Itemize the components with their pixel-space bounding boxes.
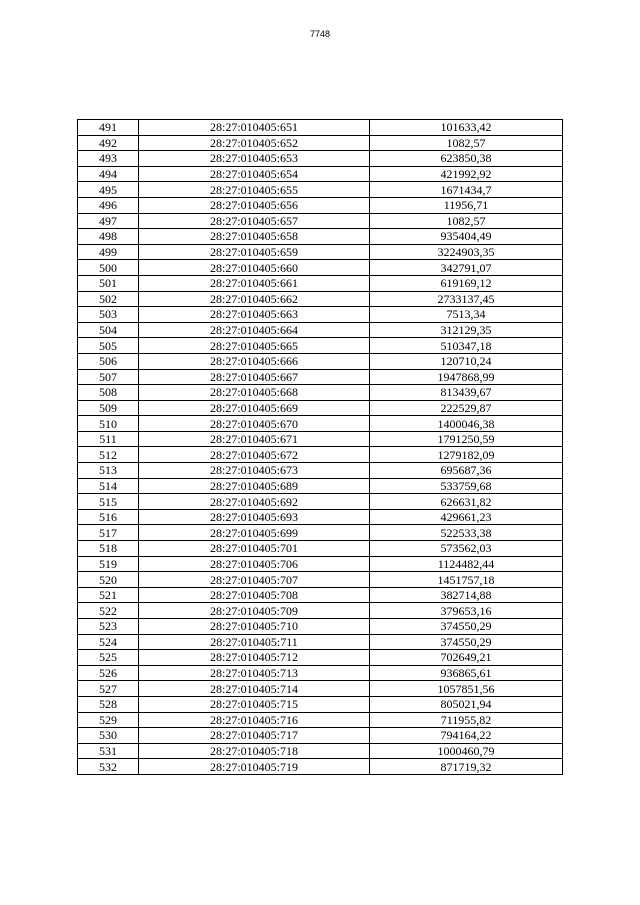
cadastral-number-cell: 28:27:010405:718 xyxy=(139,743,370,759)
value-cell: 1451757,18 xyxy=(370,572,563,588)
cadastral-number-cell: 28:27:010405:717 xyxy=(139,728,370,744)
row-number-cell: 501 xyxy=(78,275,139,291)
row-number-cell: 508 xyxy=(78,385,139,401)
cadastral-number-cell: 28:27:010405:710 xyxy=(139,619,370,635)
cadastral-number-cell: 28:27:010405:660 xyxy=(139,260,370,276)
cadastral-number-cell: 28:27:010405:712 xyxy=(139,650,370,666)
row-number-cell: 506 xyxy=(78,353,139,369)
table-row xyxy=(78,353,563,369)
value-cell: 312129,35 xyxy=(370,322,563,338)
value-cell: 11956,71 xyxy=(370,197,563,213)
value-cell: 2733137,45 xyxy=(370,291,563,307)
table-row xyxy=(78,478,563,494)
row-number-cell: 517 xyxy=(78,525,139,541)
page-number: 7748 xyxy=(309,29,331,39)
table-row xyxy=(78,665,563,681)
table-row xyxy=(78,400,563,416)
table-row xyxy=(78,681,563,697)
table-row xyxy=(78,416,563,432)
row-number-cell: 495 xyxy=(78,182,139,198)
cadastral-number-cell: 28:27:010405:666 xyxy=(139,353,370,369)
cadastral-number-cell: 28:27:010405:658 xyxy=(139,229,370,245)
row-number-cell: 515 xyxy=(78,494,139,510)
table-row xyxy=(78,385,563,401)
row-number-cell: 520 xyxy=(78,572,139,588)
table-row xyxy=(78,229,563,245)
table-row xyxy=(78,291,563,307)
row-number-cell: 494 xyxy=(78,166,139,182)
cadastral-number-cell: 28:27:010405:692 xyxy=(139,494,370,510)
table-row xyxy=(78,120,563,136)
cadastral-number-cell: 28:27:010405:663 xyxy=(139,307,370,323)
table-row xyxy=(78,759,563,775)
value-cell: 374550,29 xyxy=(370,634,563,650)
table-row xyxy=(78,572,563,588)
row-number-cell: 505 xyxy=(78,338,139,354)
row-number-cell: 512 xyxy=(78,447,139,463)
row-number-cell: 509 xyxy=(78,400,139,416)
table-row xyxy=(78,509,563,525)
row-number-cell: 523 xyxy=(78,619,139,635)
cadastral-number-cell: 28:27:010405:709 xyxy=(139,603,370,619)
row-number-cell: 503 xyxy=(78,307,139,323)
row-number-cell: 525 xyxy=(78,650,139,666)
value-cell: 1000460,79 xyxy=(370,743,563,759)
cadastral-number-cell: 28:27:010405:665 xyxy=(139,338,370,354)
row-number-cell: 531 xyxy=(78,743,139,759)
value-cell: 429661,23 xyxy=(370,509,563,525)
value-cell: 1124482,44 xyxy=(370,556,563,572)
table-row xyxy=(78,431,563,447)
cadastral-number-cell: 28:27:010405:693 xyxy=(139,509,370,525)
row-number-cell: 519 xyxy=(78,556,139,572)
row-number-cell: 532 xyxy=(78,759,139,775)
value-cell: 871719,32 xyxy=(370,759,563,775)
table-row xyxy=(78,135,563,151)
cadastral-number-cell: 28:27:010405:664 xyxy=(139,322,370,338)
cadastral-value-table xyxy=(77,119,563,775)
value-cell: 573562,03 xyxy=(370,541,563,557)
cadastral-number-cell: 28:27:010405:657 xyxy=(139,213,370,229)
table-row xyxy=(78,587,563,603)
table-row xyxy=(78,166,563,182)
row-number-cell: 516 xyxy=(78,509,139,525)
value-cell: 794164,22 xyxy=(370,728,563,744)
table-row xyxy=(78,307,563,323)
row-number-cell: 493 xyxy=(78,151,139,167)
value-cell: 805021,94 xyxy=(370,696,563,712)
cadastral-number-cell: 28:27:010405:672 xyxy=(139,447,370,463)
cadastral-number-cell: 28:27:010405:652 xyxy=(139,135,370,151)
value-cell: 626631,82 xyxy=(370,494,563,510)
table-row xyxy=(78,634,563,650)
cadastral-number-cell: 28:27:010405:667 xyxy=(139,369,370,385)
table-row xyxy=(78,197,563,213)
cadastral-number-cell: 28:27:010405:671 xyxy=(139,431,370,447)
value-cell: 421992,92 xyxy=(370,166,563,182)
cadastral-number-cell: 28:27:010405:711 xyxy=(139,634,370,650)
row-number-cell: 491 xyxy=(78,120,139,136)
table-row xyxy=(78,151,563,167)
value-cell: 120710,24 xyxy=(370,353,563,369)
row-number-cell: 518 xyxy=(78,541,139,557)
cadastral-number-cell: 28:27:010405:655 xyxy=(139,182,370,198)
cadastral-number-cell: 28:27:010405:706 xyxy=(139,556,370,572)
row-number-cell: 497 xyxy=(78,213,139,229)
table-row xyxy=(78,525,563,541)
row-number-cell: 499 xyxy=(78,244,139,260)
value-cell: 1400046,38 xyxy=(370,416,563,432)
value-cell: 1671434,7 xyxy=(370,182,563,198)
table-row xyxy=(78,322,563,338)
row-number-cell: 500 xyxy=(78,260,139,276)
value-cell: 522533,38 xyxy=(370,525,563,541)
table-row xyxy=(78,619,563,635)
row-number-cell: 511 xyxy=(78,431,139,447)
cadastral-number-cell: 28:27:010405:659 xyxy=(139,244,370,260)
cadastral-number-cell: 28:27:010405:719 xyxy=(139,759,370,775)
cadastral-number-cell: 28:27:010405:662 xyxy=(139,291,370,307)
value-cell: 533759,68 xyxy=(370,478,563,494)
cadastral-number-cell: 28:27:010405:708 xyxy=(139,587,370,603)
value-cell: 1057851,56 xyxy=(370,681,563,697)
cadastral-number-cell: 28:27:010405:713 xyxy=(139,665,370,681)
value-cell: 711955,82 xyxy=(370,712,563,728)
table-row xyxy=(78,556,563,572)
cadastral-number-cell: 28:27:010405:670 xyxy=(139,416,370,432)
row-number-cell: 514 xyxy=(78,478,139,494)
row-number-cell: 498 xyxy=(78,229,139,245)
value-cell: 936865,61 xyxy=(370,665,563,681)
table-row xyxy=(78,338,563,354)
cadastral-number-cell: 28:27:010405:714 xyxy=(139,681,370,697)
value-cell: 813439,67 xyxy=(370,385,563,401)
table-row xyxy=(78,603,563,619)
cadastral-number-cell: 28:27:010405:715 xyxy=(139,696,370,712)
cadastral-number-cell: 28:27:010405:651 xyxy=(139,120,370,136)
table-row xyxy=(78,213,563,229)
table-row xyxy=(78,244,563,260)
value-cell: 382714,88 xyxy=(370,587,563,603)
value-cell: 1082,57 xyxy=(370,213,563,229)
value-cell: 374550,29 xyxy=(370,619,563,635)
cadastral-number-cell: 28:27:010405:669 xyxy=(139,400,370,416)
value-cell: 101633,42 xyxy=(370,120,563,136)
value-cell: 1082,57 xyxy=(370,135,563,151)
table-row xyxy=(78,728,563,744)
value-cell: 1791250,59 xyxy=(370,431,563,447)
row-number-cell: 510 xyxy=(78,416,139,432)
table-row xyxy=(78,275,563,291)
cadastral-number-cell: 28:27:010405:653 xyxy=(139,151,370,167)
value-cell: 3224903,35 xyxy=(370,244,563,260)
row-number-cell: 521 xyxy=(78,587,139,603)
value-cell: 7513,34 xyxy=(370,307,563,323)
value-cell: 379653,16 xyxy=(370,603,563,619)
cadastral-number-cell: 28:27:010405:656 xyxy=(139,197,370,213)
table-row xyxy=(78,182,563,198)
cadastral-number-cell: 28:27:010405:716 xyxy=(139,712,370,728)
row-number-cell: 528 xyxy=(78,696,139,712)
table-row xyxy=(78,712,563,728)
table-body xyxy=(78,120,563,775)
table-row xyxy=(78,447,563,463)
value-cell: 695687,36 xyxy=(370,463,563,479)
row-number-cell: 522 xyxy=(78,603,139,619)
value-cell: 510347,18 xyxy=(370,338,563,354)
row-number-cell: 527 xyxy=(78,681,139,697)
row-number-cell: 530 xyxy=(78,728,139,744)
table-row xyxy=(78,463,563,479)
table-row xyxy=(78,260,563,276)
row-number-cell: 529 xyxy=(78,712,139,728)
value-cell: 1947868,99 xyxy=(370,369,563,385)
value-cell: 342791,07 xyxy=(370,260,563,276)
cadastral-number-cell: 28:27:010405:689 xyxy=(139,478,370,494)
row-number-cell: 496 xyxy=(78,197,139,213)
table-row xyxy=(78,494,563,510)
row-number-cell: 504 xyxy=(78,322,139,338)
row-number-cell: 526 xyxy=(78,665,139,681)
table-row xyxy=(78,743,563,759)
cadastral-number-cell: 28:27:010405:699 xyxy=(139,525,370,541)
table-row xyxy=(78,696,563,712)
row-number-cell: 507 xyxy=(78,369,139,385)
cadastral-number-cell: 28:27:010405:668 xyxy=(139,385,370,401)
row-number-cell: 502 xyxy=(78,291,139,307)
value-cell: 222529,87 xyxy=(370,400,563,416)
cadastral-number-cell: 28:27:010405:707 xyxy=(139,572,370,588)
cadastral-number-cell: 28:27:010405:673 xyxy=(139,463,370,479)
cadastral-number-cell: 28:27:010405:661 xyxy=(139,275,370,291)
cadastral-number-cell: 28:27:010405:701 xyxy=(139,541,370,557)
value-cell: 623850,38 xyxy=(370,151,563,167)
row-number-cell: 524 xyxy=(78,634,139,650)
cadastral-number-cell: 28:27:010405:654 xyxy=(139,166,370,182)
table-row xyxy=(78,541,563,557)
table-row xyxy=(78,650,563,666)
value-cell: 935404,49 xyxy=(370,229,563,245)
row-number-cell: 513 xyxy=(78,463,139,479)
table-row xyxy=(78,369,563,385)
value-cell: 702649,21 xyxy=(370,650,563,666)
row-number-cell: 492 xyxy=(78,135,139,151)
value-cell: 1279182,09 xyxy=(370,447,563,463)
value-cell: 619169,12 xyxy=(370,275,563,291)
